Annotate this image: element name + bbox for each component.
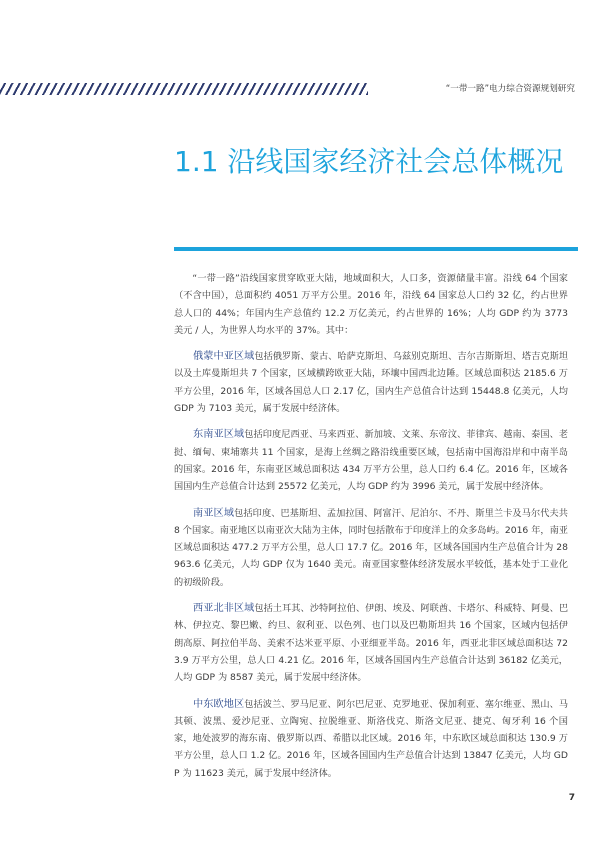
- region-name: 中东欧地区: [193, 698, 245, 710]
- region-text: 包括波兰、罗马尼亚、阿尔巴尼亚、克罗地亚、保加利亚、塞尔维亚、黑山、马其顿、波黑、爱沙尼亚、立陶宛、拉脱维亚、斯洛伐克、斯洛文尼亚、捷克、匈牙利 16 个国家，地处波罗的海东南、俄罗斯以西、希腊以北区域。2016 年，中东欧区域总面积达 130.9 万平方公里，总人口 1.2 亿。2016 年，区域各国国内生产总值合计达到 13847 亿美元，人均 GDP 为 11623 美元，属于发展中经济体。: [174, 698, 569, 779]
- region-paragraph-central-eastern-europe: [174, 696, 568, 782]
- section-title: 1.1 沿线国家经济社会总体概况: [174, 145, 564, 178]
- region-text: 包括土耳其、沙特阿拉伯、伊朗、埃及、阿联酋、卡塔尔、科威特、阿曼、巴林、伊拉克、黎巴嫩、约旦、叙利亚、以色列、也门以及巴勒斯坦共 16 个国家，区域内包括伊朗高原、阿拉伯半岛、美索不达米亚平原、小亚细亚半岛。2016 年，西亚北非区域总面积达 723.9 万平方公里，总人口 4.21 亿。2016 年，区域各国国内生产总值合计达到 36182 亿美元，人均 GDP 为 8587 美元，属于发展中经济体。: [174, 603, 569, 684]
- region-name: 俄蒙中亚区域: [193, 351, 255, 363]
- region-text: 包括印度、巴基斯坦、孟加拉国、阿富汗、尼泊尔、不丹、斯里兰卡及马尔代夫共 8 个国家。南亚地区以南亚次大陆为主体，同时包括散布于印度洋上的众多岛屿。2016 年，南亚区域总面积达 477.2 万平方公里，总人口 17.7 亿。2016 年，区域各国国内生产总值合计为 28963.6 亿美元，人均 GDP 仅为 1640 美元。南亚国家整体经济发展水平较低，基本处于工业化的初级阶段。: [174, 507, 568, 588]
- page-number: 7: [568, 793, 575, 803]
- region-name: 东南亚区域: [193, 429, 245, 441]
- region-paragraph-russia-mongolia-central-asia: [174, 348, 568, 417]
- region-name: 南亚区域: [193, 507, 235, 519]
- intro-paragraph: “一带一路”沿线国家贯穿欧亚大陆，地域面积大，人口多，资源储量丰富。沿线 64 个国家（不含中国），总面积约 4051 万平方公里。2016 年，沿线 64 国家总人口约 32 亿，约占世界总人口的 44%；年国内生产总值约 12.2 万亿美元，约占世界的 16%；人均 GDP 约为 3773 美元 / 人，为世界人均水平的 37%。其中：: [174, 273, 568, 336]
- region-paragraph-west-asia-north-africa: [174, 600, 568, 686]
- body-text: [174, 270, 568, 782]
- running-header: “一带一路”电力综合资源规划研究: [445, 84, 575, 94]
- region-name: 西亚北非区域: [193, 603, 255, 615]
- header-stripe-decoration: [0, 83, 368, 95]
- region-paragraph-south-asia: [174, 505, 568, 591]
- region-text: 包括印度尼西亚、马来西亚、新加坡、文莱、东帝汶、菲律宾、越南、泰国、老挝、缅甸、柬埔寨共 11 个国家，是海上丝绸之路沿线重要区域，包括南中国海沿岸和中南半岛的国家。2016 年，东南亚区域总面积达 434 万平方公里，总人口约 6.4 亿。2016 年，区域各国国内生产总值合计达到 25572 亿美元，人均 GDP 约为 3996 美元，属于发展中经济体。: [174, 429, 569, 493]
- region-paragraph-southeast-asia: [174, 426, 568, 495]
- region-text: 包括俄罗斯、蒙古、哈萨克斯坦、乌兹别克斯坦、吉尔吉斯斯坦、塔吉克斯坦以及土库曼斯坦共 7 个国家，区域横跨欧亚大陆，环壤中国西北边陲。区域总面积达 2185.6 万平方公里，2016 年，区域各国总人口 2.17 亿，国内生产总值合计达到 15448.8 亿美元，人均 GDP 为 7103 美元，属于发展中经济体。: [174, 351, 569, 415]
- title-rule: [174, 247, 578, 251]
